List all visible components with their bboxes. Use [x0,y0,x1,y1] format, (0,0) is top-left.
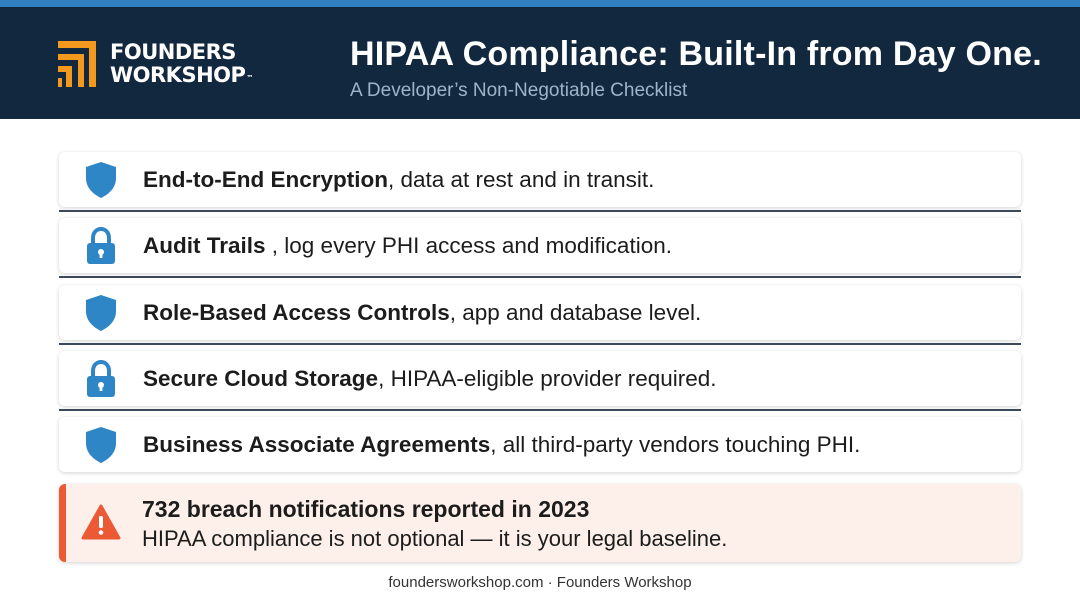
page-title: HIPAA Compliance: Built-In from Day One. [350,35,1042,73]
item-title: Secure Cloud Storage [143,365,379,391]
item-description: , app and database level. [449,299,702,325]
item-title: Role-Based Access Controls [143,299,450,325]
item-description: , data at rest and in transit. [387,166,655,192]
alert-headline: 732 breach notifications reported in 2023 [142,496,590,522]
item-title: End-to-End Encryption [143,166,388,192]
lock-icon [59,360,143,398]
top-accent-strip [0,0,1080,7]
trademark-symbol: ™ [246,74,253,82]
lock-icon [59,227,143,265]
alert-body: HIPAA compliance is not optional — it is your legal baseline. [142,526,728,551]
founders-workshop-logo [58,41,253,87]
checklist-item-cloud-storage [59,351,1021,406]
checklist-item-baa [59,417,1021,472]
item-title: Audit Trails [143,232,266,258]
checklist-item-access-controls [59,285,1021,340]
shield-icon [59,294,143,332]
footer-credit: foundersworkshop.com · Founders Workshop [388,574,692,591]
item-description: , log every PHI access and modification. [265,232,672,258]
logo-text-line1: FOUNDERS [110,40,236,64]
warning-icon [81,504,121,540]
header-banner [0,7,1080,119]
divider [59,276,1021,278]
divider [59,409,1021,411]
divider [59,343,1021,345]
item-description: , HIPAA-eligible provider required. [378,365,717,391]
divider [59,210,1021,212]
logo-mark-icon [58,41,102,87]
breach-alert-callout [59,484,1021,562]
shield-icon [59,161,143,199]
item-description: , all third-party vendors touching PHI. [490,431,861,457]
checklist-item-audit-trails [59,218,1021,273]
alert-accent-bar [59,484,66,562]
logo-text-line2: WORKSHOP [110,63,246,87]
checklist-item-encryption [59,152,1021,207]
item-title: Business Associate Agreements [143,431,491,457]
shield-icon [59,426,143,464]
page-subtitle: A Developer’s Non-Negotiable Checklist [350,80,688,101]
